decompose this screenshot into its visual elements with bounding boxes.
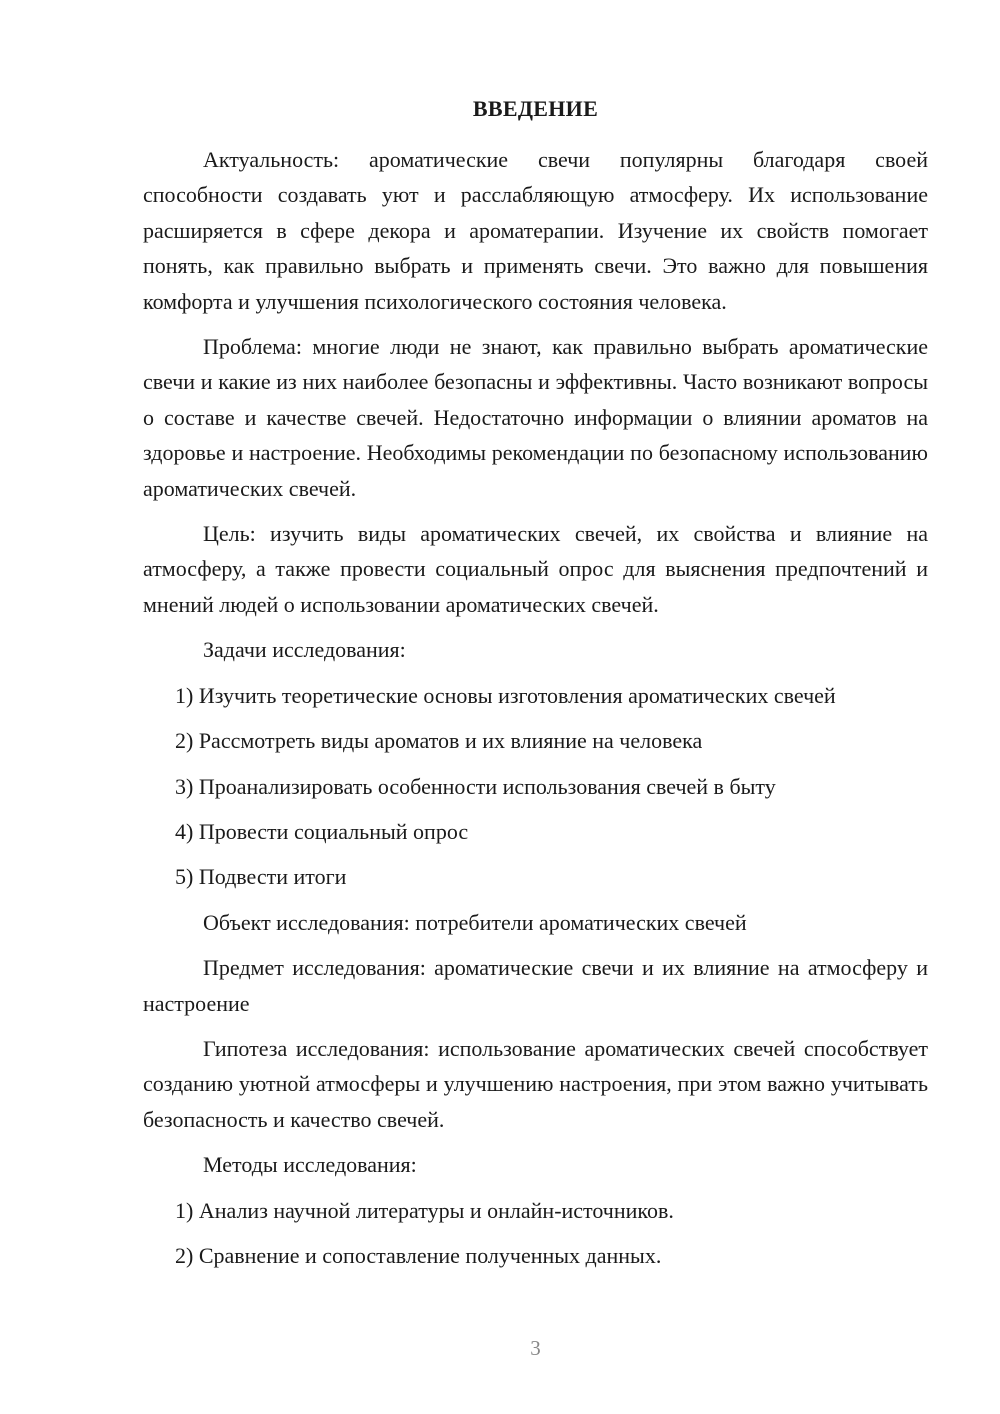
section-title: ВВЕДЕНИЕ xyxy=(472,96,599,121)
problem-paragraph: Проблема: многие люди не знают, как правильно выбрать ароматические свечи и какие из них наиболее безопасны и эффективны. Часто возникают вопросы о составе и качестве свечей. Недостаточно информации о влиянии ароматов на здоровье и настроение. Необходимы рекомендации по безопасному использованию ароматических свечей. xyxy=(143,334,928,501)
list-item: 1) Изучить теоретические основы изготовления ароматических свечей xyxy=(175,682,836,708)
list-item: 1) Анализ научной литературы и онлайн-источников. xyxy=(175,1197,674,1223)
document-body xyxy=(143,142,928,1283)
subject-paragraph: Предмет исследования: ароматические свечи и их влияние на атмосферу и настроение xyxy=(143,955,928,1016)
list-item: 2) Сравнение и сопоставление полученных данных. xyxy=(175,1242,662,1268)
methods-heading: Методы исследования: xyxy=(203,1152,417,1178)
relevance-paragraph: Актуальность: ароматические свечи популярны благодаря своей способности создавать уют и расслабляющую атмосферу. Их использование расширяется в сфере декора и ароматерапии. Изучение их свойств помогает понять, как правильно выбрать и применять свечи. Это важно для повышения комфорта и улучшения психологического состояния человека. xyxy=(143,147,928,314)
list-item: 5) Подвести итоги xyxy=(175,864,347,890)
goal-paragraph: Цель: изучить виды ароматических свечей, их свойства и влияние на атмосферу, а также провести социальный опрос для выяснения предпочтений и мнений людей о использовании ароматических свечей. xyxy=(143,521,928,617)
list-item: 2) Рассмотреть виды ароматов и их влияние на человека xyxy=(175,728,703,754)
list-item: 3) Проанализировать особенности использования свечей в быту xyxy=(175,773,776,799)
methods-list xyxy=(143,1193,928,1274)
tasks-heading: Задачи исследования: xyxy=(203,637,406,663)
hypothesis-paragraph: Гипотеза исследования: использование ароматических свечей способствует созданию уютной атмосферы и улучшению настроения, при этом важно учитывать безопасность и качество свечей. xyxy=(143,1035,928,1132)
object-paragraph: Объект исследования: потребители ароматических свечей xyxy=(203,909,747,935)
list-item: 4) Провести социальный опрос xyxy=(175,818,469,844)
page-number: 3 xyxy=(530,1336,541,1360)
tasks-list xyxy=(143,678,928,895)
